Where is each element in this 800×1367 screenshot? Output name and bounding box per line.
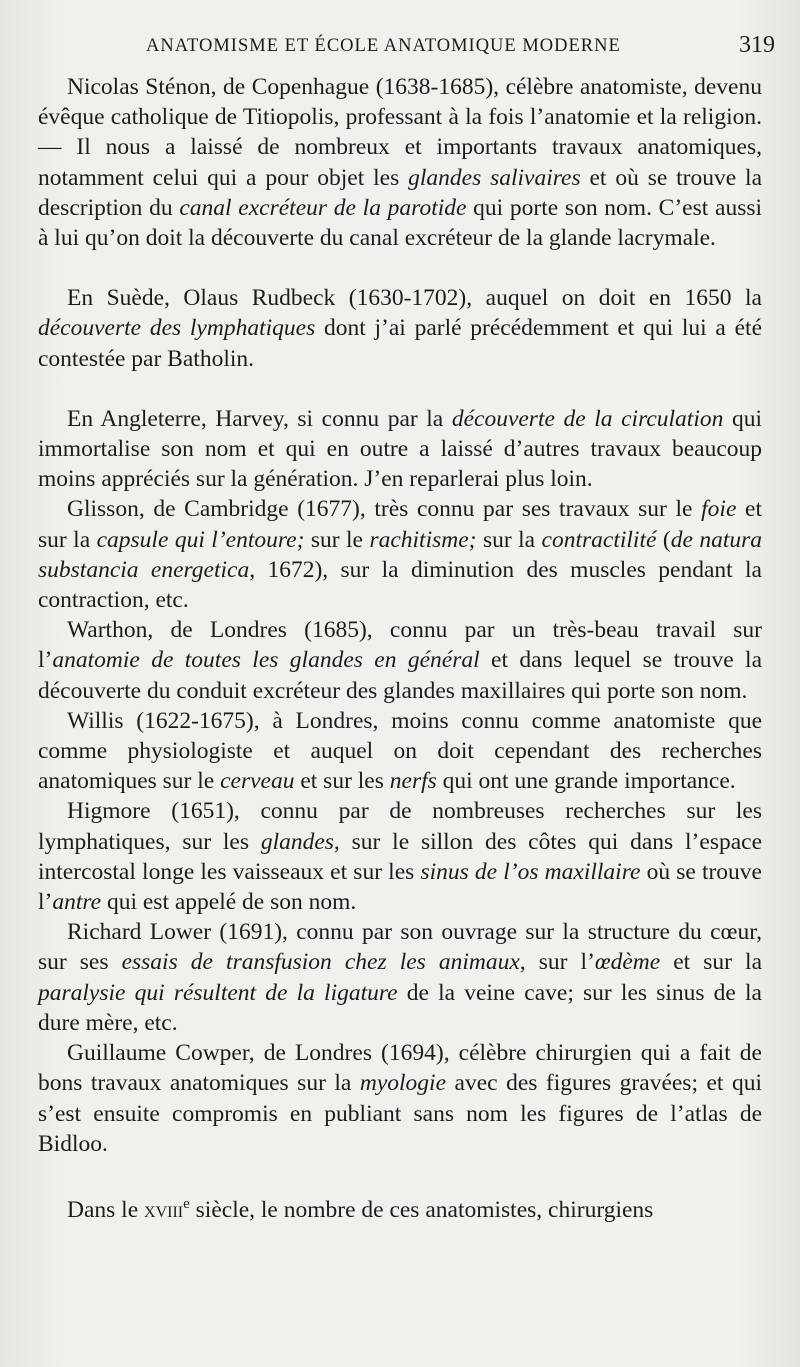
paragraph	[38, 404, 762, 495]
text-segment: Guillaume Cowper, de Londres (1694), célèbre chirurgien qui a fait de bons travaux anatomiques sur la	[38, 1040, 762, 1097]
text-segment: Richard Lower (1691), connu par son ouvrage sur la structure du cœur, sur ses	[38, 919, 762, 976]
italic-text: glandes salivaires	[408, 164, 581, 191]
italic-text: rachitisme;	[369, 526, 477, 553]
text-segment: Warthon, de Londres (1685), connu par un très-beau travail sur l’	[38, 617, 762, 674]
running-title: ANATOMISME ET ÉCOLE ANATOMIQUE MODERNE	[146, 36, 621, 56]
text-segment: et dans lequel se trouve la découverte du conduit excréteur des glandes maxillaires qui porte son nom.	[38, 647, 762, 704]
italic-text: paralysie qui résultent de la ligature	[38, 979, 398, 1006]
text-segment: dont j’ai parlé précédemment et qui lui a été contestée par Batholin.	[38, 315, 763, 372]
italic-text: de natura substancia energetica	[38, 526, 763, 583]
italic-text: sinus de l’os maxillaire	[420, 858, 641, 885]
italic-text: nerfs	[389, 768, 437, 795]
text-segment: Nicolas Sténon, de Copenhague (1638-1685), célèbre anatomiste, devenu évêque catholique de Titiopolis, professant à la fois l’anatomie et la religion. — Il nous a laissé de nombreux et importants travaux anatomiques, notamment celui qui a pour objet les	[38, 74, 762, 191]
paragraph	[38, 494, 762, 615]
text-segment: Willis (1622-1675), à Londres, moins connu comme anatomiste que comme physiologiste et auquel on doit cependant des recherches anatomiques sur le	[38, 707, 762, 795]
paragraph	[38, 283, 762, 374]
text-segment: de la veine cave; sur les sinus de la dure mère, etc.	[38, 979, 762, 1036]
text-segment: (	[656, 526, 671, 553]
text-segment: siècle, le nombre de ces anatomistes, chirurgiens	[189, 1196, 654, 1223]
text-segment: sur l’	[525, 949, 595, 976]
text-segment: sur le	[304, 526, 370, 553]
text-segment: et sur la	[660, 949, 763, 976]
paragraph	[38, 917, 762, 1038]
italic-text: myologie	[359, 1070, 447, 1097]
text-segment: et sur la	[38, 496, 762, 553]
text-segment: qui immortalise son nom et qui en outre a laissé d’autres travaux beaucoup moins appréciés sur la génération. J’en reparlerai plus loin.	[38, 405, 762, 493]
paragraph	[38, 1038, 762, 1159]
page-header	[140, 34, 780, 64]
text-segment: où se trouve l’	[38, 858, 762, 916]
text-segment: En Angleterre, Harvey, si connu par la	[67, 405, 452, 432]
italic-text: canal excréteur de la parotide	[179, 194, 467, 221]
italic-text: œdème	[594, 949, 661, 976]
italic-text: découverte de la circulation	[451, 405, 724, 432]
page-number: 319	[739, 32, 775, 58]
text-segment: Higmore (1651), connu par de nombreuses recherches sur les lymphatiques, sur les	[38, 798, 762, 855]
italic-text: essais de transfusion chez les animaux,	[121, 949, 526, 976]
italic-text: antre	[52, 889, 102, 916]
paragraph	[38, 796, 762, 917]
text-segment: xviii	[144, 1196, 184, 1223]
text-segment: sur la	[476, 526, 542, 553]
text-segment: avec des figures gravées; et qui s’est ensuite compromis en publiant sans nom les figures de l’atlas de Bidloo.	[38, 1070, 762, 1157]
text-segment: qui porte son nom. C’est aussi à lui qu’on doit la découverte du canal excréteur de la glande lacrymale.	[38, 194, 763, 252]
text-segment: qui ont une grande importance.	[436, 768, 736, 795]
italic-text: contractilité	[541, 526, 657, 553]
italic-text: foie	[701, 496, 737, 523]
italic-text: découverte des lymphatiques	[38, 315, 316, 342]
paragraph	[38, 615, 762, 706]
italic-text: cerveau	[220, 768, 295, 795]
text-segment: En Suède, Olaus Rudbeck (1630-1702), auquel on doit en 1650 la	[67, 285, 762, 312]
italic-text: glandes,	[260, 828, 340, 855]
text-segment: , 1672), sur la diminution des muscles pendant la contraction, etc.	[38, 556, 762, 614]
italic-text: anatomie de toutes les glandes en général	[52, 647, 480, 674]
text-segment: qui est appelé de son nom.	[101, 889, 357, 916]
text-segment: Glisson, de Cambridge (1677), très connu par ses travaux sur le	[67, 496, 702, 523]
text-segment: e	[183, 1195, 190, 1212]
paragraph	[38, 706, 762, 797]
text-segment: sur le sillon des côtes qui dans l’espace intercostal longe les vaisseaux et sur les	[38, 828, 762, 885]
paragraph	[38, 72, 762, 253]
text-segment: Dans le	[67, 1196, 145, 1223]
paragraph	[38, 1189, 762, 1225]
text-segment: et sur les	[294, 768, 390, 795]
body-text	[38, 72, 762, 1225]
italic-text: capsule qui l’entoure;	[96, 526, 305, 553]
text-segment: et où se trouve la description du	[38, 164, 763, 221]
